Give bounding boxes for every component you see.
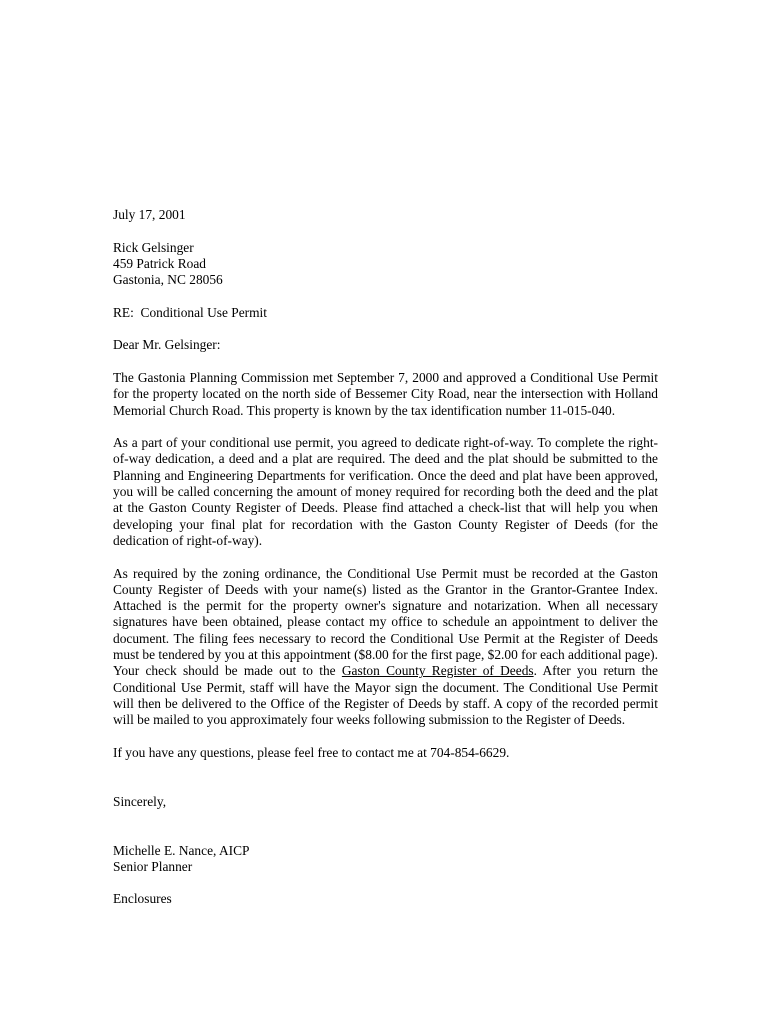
register-of-deeds-underlined: Gaston County Register of Deeds <box>341 663 534 679</box>
recipient-address <box>113 240 658 289</box>
recipient-name: Rick Gelsinger <box>113 239 194 255</box>
subject-line: RE: Conditional Use Permit <box>113 304 267 320</box>
letter-body <box>113 207 658 908</box>
paragraph-right-of-way: As a part of your conditional use permit, you agreed to dedicate right-of-way. To complete the right-of-way dedication, a deed and a plat are required. The deed and the plat should be submitted to the Planning and Engineering Departments for verification. Once the deed and plat have been approved, you will be called concerning the amount of money required for recording both the deed and the plat at the Gaston County Register of Deeds. Please find attached a check-list that will help you when developing your final plat for recordation with the Gaston County Register of Deeds (for the dedication of right-of-way). <box>113 435 658 548</box>
recipient-street: 459 Patrick Road <box>113 255 206 271</box>
recipient-city: Gastonia, NC 28056 <box>113 272 223 288</box>
signer-name: Michelle E. Nance, AICP <box>113 842 250 858</box>
paragraph-approval: The Gastonia Planning Commission met September 7, 2000 and approved a Conditional Use Permit for the property located on the north side of Bessemer City Road, near the intersection with Holland Memorial Church Road. This property is known by the tax identification number 11-015-040. <box>113 369 658 418</box>
enclosures: Enclosures <box>113 891 172 907</box>
closing: Sincerely, <box>113 793 167 809</box>
paragraph-contact: If you have any questions, please feel free to contact me at 704-854-6629. <box>113 744 510 760</box>
salutation: Dear Mr. Gelsinger: <box>113 337 221 353</box>
letter-date: July 17, 2001 <box>113 207 186 222</box>
paragraph-recording-text-1: As required by the zoning ordinance, the Conditional Use Permit must be recorded at the Gaston County Register of Deeds with your name(s) listed as the Grantor in the Grantor-Grantee Index. Attached is the permit for the property owner's signature and notarization. When all necessary signatures have been obtained, please contact my office to schedule an appointment to deliver the document. The filing fees necessary to record the Conditional Use Permit at the Register of Deeds must be tendered by you at this appointment ($8.00 for the first page, $2.00 for each additional page). Your check should be made out to the <box>113 565 658 679</box>
signer-title: Senior Planner <box>113 858 193 874</box>
paragraph-recording <box>113 566 658 729</box>
paragraph-recording-text-2: . After you return the Conditional Use Permit, staff will have the Mayor sign the document. The Conditional Use Permit will then be delivered to the Office of the Register of Deeds by staff. A copy of the recorded permit will be mailed to you approximately four weeks following submission to the Register of Deeds. <box>113 663 659 728</box>
